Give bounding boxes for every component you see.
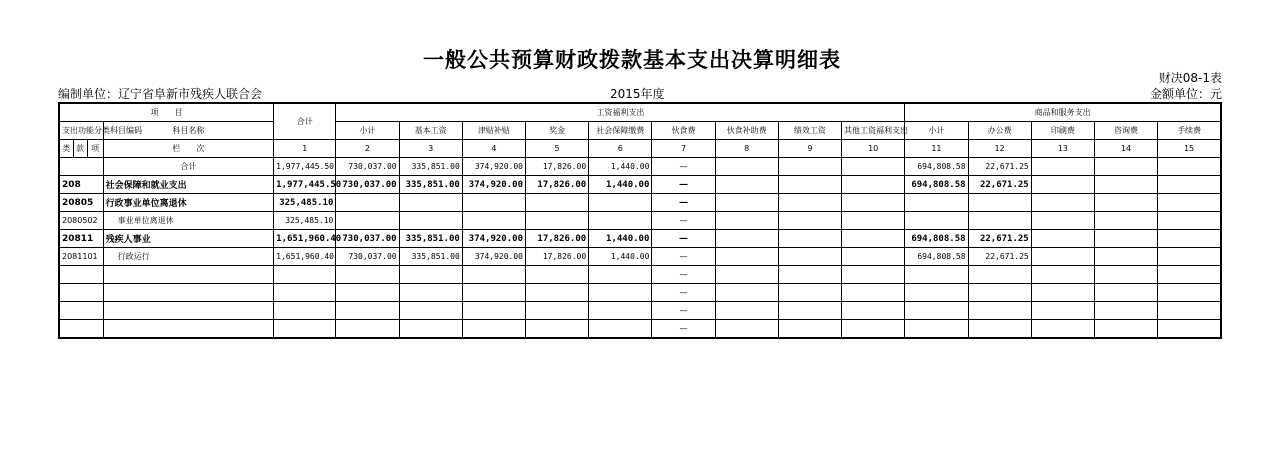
- budget-detail-table: [58, 102, 1222, 339]
- cell-c4: [462, 212, 525, 230]
- cell-c4: 374,920.00: [462, 248, 525, 266]
- cell-c10: [842, 194, 905, 212]
- subject-code: [59, 302, 103, 320]
- cell-c3: 335,851.00: [399, 230, 462, 248]
- cell-c6: [589, 302, 652, 320]
- cell-c8: [715, 284, 778, 302]
- table-row: [59, 176, 1221, 194]
- header-subject-name: 科目名称: [103, 122, 274, 140]
- subject-name: 事业单位离退休: [103, 212, 274, 230]
- cell-c13: [1031, 158, 1094, 176]
- cell-c12: 22,671.25: [968, 230, 1031, 248]
- cell-c5: [525, 284, 588, 302]
- header-col: 伙食费: [652, 122, 715, 140]
- cell-c6: [589, 266, 652, 284]
- cell-c11: [905, 320, 968, 339]
- cell-total: 325,485.10: [274, 212, 336, 230]
- cell-c9: [778, 230, 841, 248]
- cell-c5: [525, 212, 588, 230]
- cell-c8: [715, 248, 778, 266]
- cell-total: 1,651,960.40: [274, 230, 336, 248]
- cell-c2: 730,037.00: [336, 248, 399, 266]
- cell-c9: [778, 176, 841, 194]
- cell-total: [274, 302, 336, 320]
- header-xiang: 项: [87, 140, 103, 158]
- cell-c11: [905, 284, 968, 302]
- header-col: 小计: [905, 122, 968, 140]
- cell-c3: [399, 284, 462, 302]
- cell-c7: —: [652, 194, 715, 212]
- cell-c10: [842, 266, 905, 284]
- cell-c15: [1158, 194, 1221, 212]
- cell-c7: —: [652, 302, 715, 320]
- subject-code: [59, 320, 103, 339]
- cell-c13: [1031, 248, 1094, 266]
- cell-c4: [462, 302, 525, 320]
- header-col: 伙食补助费: [715, 122, 778, 140]
- cell-c15: [1158, 284, 1221, 302]
- cell-c6: 1,440.00: [589, 158, 652, 176]
- cell-c14: [1094, 212, 1157, 230]
- cell-c9: [778, 284, 841, 302]
- cell-c15: [1158, 176, 1221, 194]
- column-number: 4: [462, 140, 525, 158]
- header-col: 手续费: [1158, 122, 1221, 140]
- cell-c12: [968, 194, 1031, 212]
- cell-c4: 374,920.00: [462, 176, 525, 194]
- cell-c7: —: [652, 266, 715, 284]
- table-row: [59, 266, 1221, 284]
- header-row-2: [59, 122, 1221, 140]
- cell-c5: 17,826.00: [525, 248, 588, 266]
- cell-c12: [968, 212, 1031, 230]
- cell-c10: [842, 212, 905, 230]
- header-total: 合计: [274, 103, 336, 140]
- cell-c2: 730,037.00: [336, 176, 399, 194]
- cell-c12: 22,671.25: [968, 158, 1031, 176]
- cell-c4: [462, 266, 525, 284]
- subject-code: 20805: [59, 194, 103, 212]
- cell-c3: [399, 302, 462, 320]
- cell-c6: [589, 284, 652, 302]
- report-year: 2015年度: [610, 87, 665, 101]
- header-lanci: 栏 次: [103, 140, 274, 158]
- subject-name: 残疾人事业: [103, 230, 274, 248]
- header-goods-group: 商品和服务支出: [905, 103, 1221, 122]
- cell-c4: [462, 194, 525, 212]
- cell-c9: [778, 248, 841, 266]
- cell-c13: [1031, 230, 1094, 248]
- cell-c5: 17,826.00: [525, 158, 588, 176]
- cell-c12: 22,671.25: [968, 176, 1031, 194]
- cell-c7: —: [652, 248, 715, 266]
- header-row-3: [59, 140, 1221, 158]
- cell-c13: [1031, 194, 1094, 212]
- column-number: 5: [525, 140, 588, 158]
- cell-c11: [905, 194, 968, 212]
- cell-c2: [336, 194, 399, 212]
- table-row: [59, 284, 1221, 302]
- cell-c15: [1158, 212, 1221, 230]
- table-row: [59, 302, 1221, 320]
- subject-name: 行政运行: [103, 248, 274, 266]
- cell-c13: [1031, 176, 1094, 194]
- subject-name: [103, 266, 274, 284]
- cell-c9: [778, 194, 841, 212]
- cell-c4: [462, 320, 525, 339]
- header-row-1: [59, 103, 1221, 122]
- subject-code: 208: [59, 176, 103, 194]
- cell-c8: [715, 266, 778, 284]
- cell-c11: 694,808.58: [905, 248, 968, 266]
- cell-total: 1,977,445.50: [274, 176, 336, 194]
- cell-c2: [336, 284, 399, 302]
- subject-name: 合计: [103, 158, 274, 176]
- cell-c7: —: [652, 158, 715, 176]
- table-row: [59, 212, 1221, 230]
- cell-c9: [778, 158, 841, 176]
- cell-c2: [336, 212, 399, 230]
- cell-c4: 374,920.00: [462, 158, 525, 176]
- cell-c15: [1158, 230, 1221, 248]
- header-wage-group: 工资福利支出: [336, 103, 905, 122]
- cell-c4: [462, 284, 525, 302]
- cell-c14: [1094, 320, 1157, 339]
- cell-c7: —: [652, 212, 715, 230]
- cell-c15: [1158, 158, 1221, 176]
- compiling-unit: 编制单位：辽宁省阜新市残疾人联合会: [58, 87, 263, 101]
- cell-c12: 22,671.25: [968, 248, 1031, 266]
- cell-c9: [778, 212, 841, 230]
- column-number: 2: [336, 140, 399, 158]
- cell-c14: [1094, 194, 1157, 212]
- header-item: 项 目: [59, 103, 274, 122]
- cell-c9: [778, 320, 841, 339]
- cell-c5: [525, 302, 588, 320]
- table-row: [59, 230, 1221, 248]
- column-number: 13: [1031, 140, 1094, 158]
- column-number: 12: [968, 140, 1031, 158]
- header-col: 奖金: [525, 122, 588, 140]
- cell-c14: [1094, 248, 1157, 266]
- cell-c3: [399, 320, 462, 339]
- cell-c14: [1094, 176, 1157, 194]
- column-number: 6: [589, 140, 652, 158]
- cell-c12: [968, 284, 1031, 302]
- cell-c13: [1031, 320, 1094, 339]
- cell-c6: 1,440.00: [589, 230, 652, 248]
- cell-total: [274, 266, 336, 284]
- cell-c6: 1,440.00: [589, 176, 652, 194]
- cell-c8: [715, 212, 778, 230]
- cell-c6: 1,440.00: [589, 248, 652, 266]
- report-title: 一般公共预算财政拨款基本支出决算明细表: [423, 48, 841, 72]
- cell-c14: [1094, 284, 1157, 302]
- cell-c4: 374,920.00: [462, 230, 525, 248]
- cell-c7: —: [652, 284, 715, 302]
- column-number: 11: [905, 140, 968, 158]
- cell-c6: [589, 212, 652, 230]
- cell-c8: [715, 158, 778, 176]
- column-number: 8: [715, 140, 778, 158]
- cell-c3: 335,851.00: [399, 158, 462, 176]
- cell-c13: [1031, 284, 1094, 302]
- subject-name: [103, 302, 274, 320]
- subject-code: 2081101: [59, 248, 103, 266]
- cell-c10: [842, 230, 905, 248]
- subject-name: 行政事业单位离退休: [103, 194, 274, 212]
- column-number: 10: [842, 140, 905, 158]
- cell-c3: [399, 194, 462, 212]
- column-number: 1: [274, 140, 336, 158]
- cell-c10: [842, 248, 905, 266]
- cell-total: [274, 284, 336, 302]
- table-row: [59, 248, 1221, 266]
- cell-c10: [842, 176, 905, 194]
- header-func-class: 支出功能分类科目编码: [59, 122, 103, 140]
- table-row: [59, 194, 1221, 212]
- cell-c2: [336, 266, 399, 284]
- cell-c11: 694,808.58: [905, 158, 968, 176]
- subject-code: [59, 266, 103, 284]
- cell-c8: [715, 230, 778, 248]
- cell-c3: 335,851.00: [399, 176, 462, 194]
- cell-c12: [968, 320, 1031, 339]
- cell-c2: [336, 302, 399, 320]
- cell-c2: [336, 320, 399, 339]
- form-code: 财决08-1表: [1158, 71, 1222, 85]
- cell-c15: [1158, 302, 1221, 320]
- cell-total: 325,485.10: [274, 194, 336, 212]
- header-col: 咨询费: [1094, 122, 1157, 140]
- cell-c12: [968, 302, 1031, 320]
- cell-c3: [399, 212, 462, 230]
- cell-c13: [1031, 302, 1094, 320]
- cell-c5: [525, 266, 588, 284]
- cell-c5: 17,826.00: [525, 230, 588, 248]
- header-col: 基本工资: [399, 122, 462, 140]
- header-col: 其他工资福利支出: [842, 122, 905, 140]
- subject-name: 社会保障和就业支出: [103, 176, 274, 194]
- column-number: 3: [399, 140, 462, 158]
- cell-c10: [842, 302, 905, 320]
- header-col: 绩效工资: [778, 122, 841, 140]
- cell-c8: [715, 302, 778, 320]
- subject-code: 2080502: [59, 212, 103, 230]
- cell-c2: 730,037.00: [336, 158, 399, 176]
- cell-total: 1,977,445.50: [274, 158, 336, 176]
- header-kuan: 款: [73, 140, 87, 158]
- cell-c10: [842, 320, 905, 339]
- cell-c12: [968, 266, 1031, 284]
- cell-c11: [905, 266, 968, 284]
- cell-c15: [1158, 248, 1221, 266]
- cell-c11: 694,808.58: [905, 176, 968, 194]
- header-col: 办公费: [968, 122, 1031, 140]
- cell-c6: [589, 194, 652, 212]
- subject-code: [59, 158, 103, 176]
- cell-c11: 694,808.58: [905, 230, 968, 248]
- cell-c15: [1158, 320, 1221, 339]
- cell-c9: [778, 266, 841, 284]
- cell-c11: [905, 212, 968, 230]
- cell-c14: [1094, 158, 1157, 176]
- cell-c6: [589, 320, 652, 339]
- header-col: 社会保障缴费: [589, 122, 652, 140]
- table-row: [59, 320, 1221, 339]
- cell-total: [274, 320, 336, 339]
- table-row: [59, 158, 1221, 176]
- header-lei: 类: [59, 140, 73, 158]
- cell-c10: [842, 158, 905, 176]
- cell-c14: [1094, 302, 1157, 320]
- cell-c5: 17,826.00: [525, 176, 588, 194]
- cell-c2: 730,037.00: [336, 230, 399, 248]
- cell-c11: [905, 302, 968, 320]
- cell-c8: [715, 176, 778, 194]
- subject-code: 20811: [59, 230, 103, 248]
- cell-c14: [1094, 230, 1157, 248]
- cell-c3: [399, 266, 462, 284]
- column-number: 9: [778, 140, 841, 158]
- header-col: 津贴补贴: [462, 122, 525, 140]
- cell-c9: [778, 302, 841, 320]
- subject-code: [59, 284, 103, 302]
- subject-name: [103, 284, 274, 302]
- column-number: 15: [1158, 140, 1221, 158]
- cell-c3: 335,851.00: [399, 248, 462, 266]
- cell-c13: [1031, 212, 1094, 230]
- cell-c7: —: [652, 176, 715, 194]
- subject-name: [103, 320, 274, 339]
- cell-total: 1,651,960.40: [274, 248, 336, 266]
- amount-unit: 金额单位：元: [1149, 87, 1222, 101]
- cell-c8: [715, 194, 778, 212]
- cell-c7: —: [652, 320, 715, 339]
- cell-c10: [842, 284, 905, 302]
- header-col: 印刷费: [1031, 122, 1094, 140]
- cell-c7: —: [652, 230, 715, 248]
- cell-c15: [1158, 266, 1221, 284]
- cell-c5: [525, 320, 588, 339]
- column-number: 7: [652, 140, 715, 158]
- cell-c14: [1094, 266, 1157, 284]
- cell-c5: [525, 194, 588, 212]
- cell-c8: [715, 320, 778, 339]
- cell-c13: [1031, 266, 1094, 284]
- header-col: 小计: [336, 122, 399, 140]
- column-number: 14: [1094, 140, 1157, 158]
